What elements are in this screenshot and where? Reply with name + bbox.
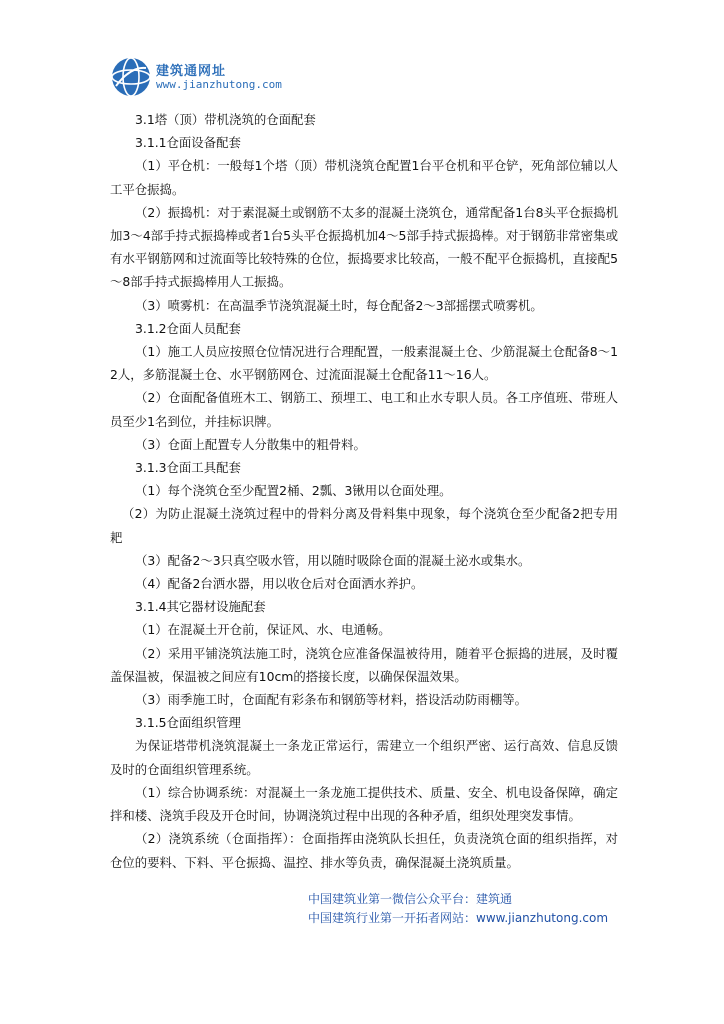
logo-url[interactable]: www.jianzhutong.com [156,78,282,91]
paragraph: （1）综合协调系统：对混凝土一条龙施工提供技术、质量、安全、机电设备保障，确定拌和楼、浇筑手段及开仓时间，协调浇筑过程中出现的各种矛盾，组织处理突发事情。 [110,784,618,824]
globe-logo-icon [110,56,152,98]
section-heading: 3.1.4其它器材设施配套 [135,599,266,615]
section-heading: 3.1.3仓面工具配套 [135,460,241,476]
logo-name: 建筑通网址 [156,64,227,79]
paragraph: （2）浇筑系统（仓面指挥）：仓面指挥由浇筑队长担任，负责浇筑仓面的组织指挥，对仓位的要料、下料、平仓振捣、温控、排水等负责，确保混凝土浇筑质量。 [110,831,618,870]
paragraph: （1）每个浇筑仓至少配置2桶、2瓢、3锹用以仓面处理。 [135,483,452,499]
footer-website-line[interactable]: 中国建筑行业第一开拓者网站：www.jianzhutong.com [308,911,609,925]
site-logo[interactable] [110,56,330,98]
paragraph: （3）配备2～3只真空吸水管，用以随时吸除仓面的混凝土泌水或集水。 [135,552,531,568]
paragraph: （2）振捣机：对于素混凝土或钢筋不太多的混凝土浇筑仓，通常配备1台8头平仓振捣机加3～4部手持式振捣棒或者1台5头平仓振捣机加4～5部手持式振捣棒。对于钢筋非常密集或有水平钢筋网和过流面等比较特殊的仓位，振捣要求比较高，一般不配平仓振捣机，直接配5～8部手持式振捣棒用人工振捣。 [110,204,618,290]
paragraph: （1）在混凝土开仓前，保证风、水、电通畅。 [135,622,391,638]
paragraph: （3）雨季施工时，仓面配有彩条布和钢筋等材料，搭设活动防雨棚等。 [135,692,527,708]
paragraph: （4）配备2台洒水器，用以收仓后对仓面洒水养护。 [135,576,424,592]
section-heading: 3.1.2仓面人员配套 [135,320,241,336]
document-body [110,108,618,874]
paragraph: （1）施工人员应按照仓位情况进行合理配置，一般素混凝土仓、少筋混凝土仓配备8～12人，多筋混凝土仓、水平钢筋网仓、过流面混凝土仓配备11～16人。 [110,344,618,383]
paragraph: （1）平仓机：一般每1个塔（顶）带机浇筑仓配置1台平仓机和平仓铲，死角部位辅以人工平仓振捣。 [110,158,618,197]
footer-wechat-line: 中国建筑业第一微信公众平台：建筑通 [308,892,513,906]
paragraph: （2）仓面配备值班木工、钢筋工、预埋工、电工和止水专职人员。各工序值班、带班人员至少1名到位，并挂标识牌。 [110,390,618,429]
paragraph: （2）采用平铺浇筑法施工时，浇筑仓应准备保温被待用，随着平仓振捣的进展，及时覆盖保温被，保温被之间应有10cm的搭接长度，以确保保温效果。 [110,645,618,684]
section-heading: 3.1塔（顶）带机浇筑的仓面配套 [135,112,316,127]
section-heading: 3.1.1仓面设备配套 [135,135,241,151]
section-heading: 3.1.5仓面组织管理 [135,715,241,731]
paragraph: （3）仓面上配置专人分散集中的粗骨料。 [135,436,366,452]
page-footer [308,890,608,928]
paragraph: （2）为防止混凝土浇筑过程中的骨料分离及骨料集中现象，每个浇筑仓至少配备2把专用耙 [110,506,618,545]
paragraph: （3）喷雾机：在高温季节浇筑混凝土时，每仓配备2～3部摇摆式喷雾机。 [135,297,543,313]
paragraph: 为保证塔带机浇筑混凝土一条龙正常运行，需建立一个组织严密、运行高效、信息反馈及时的仓面组织管理系统。 [110,738,618,777]
